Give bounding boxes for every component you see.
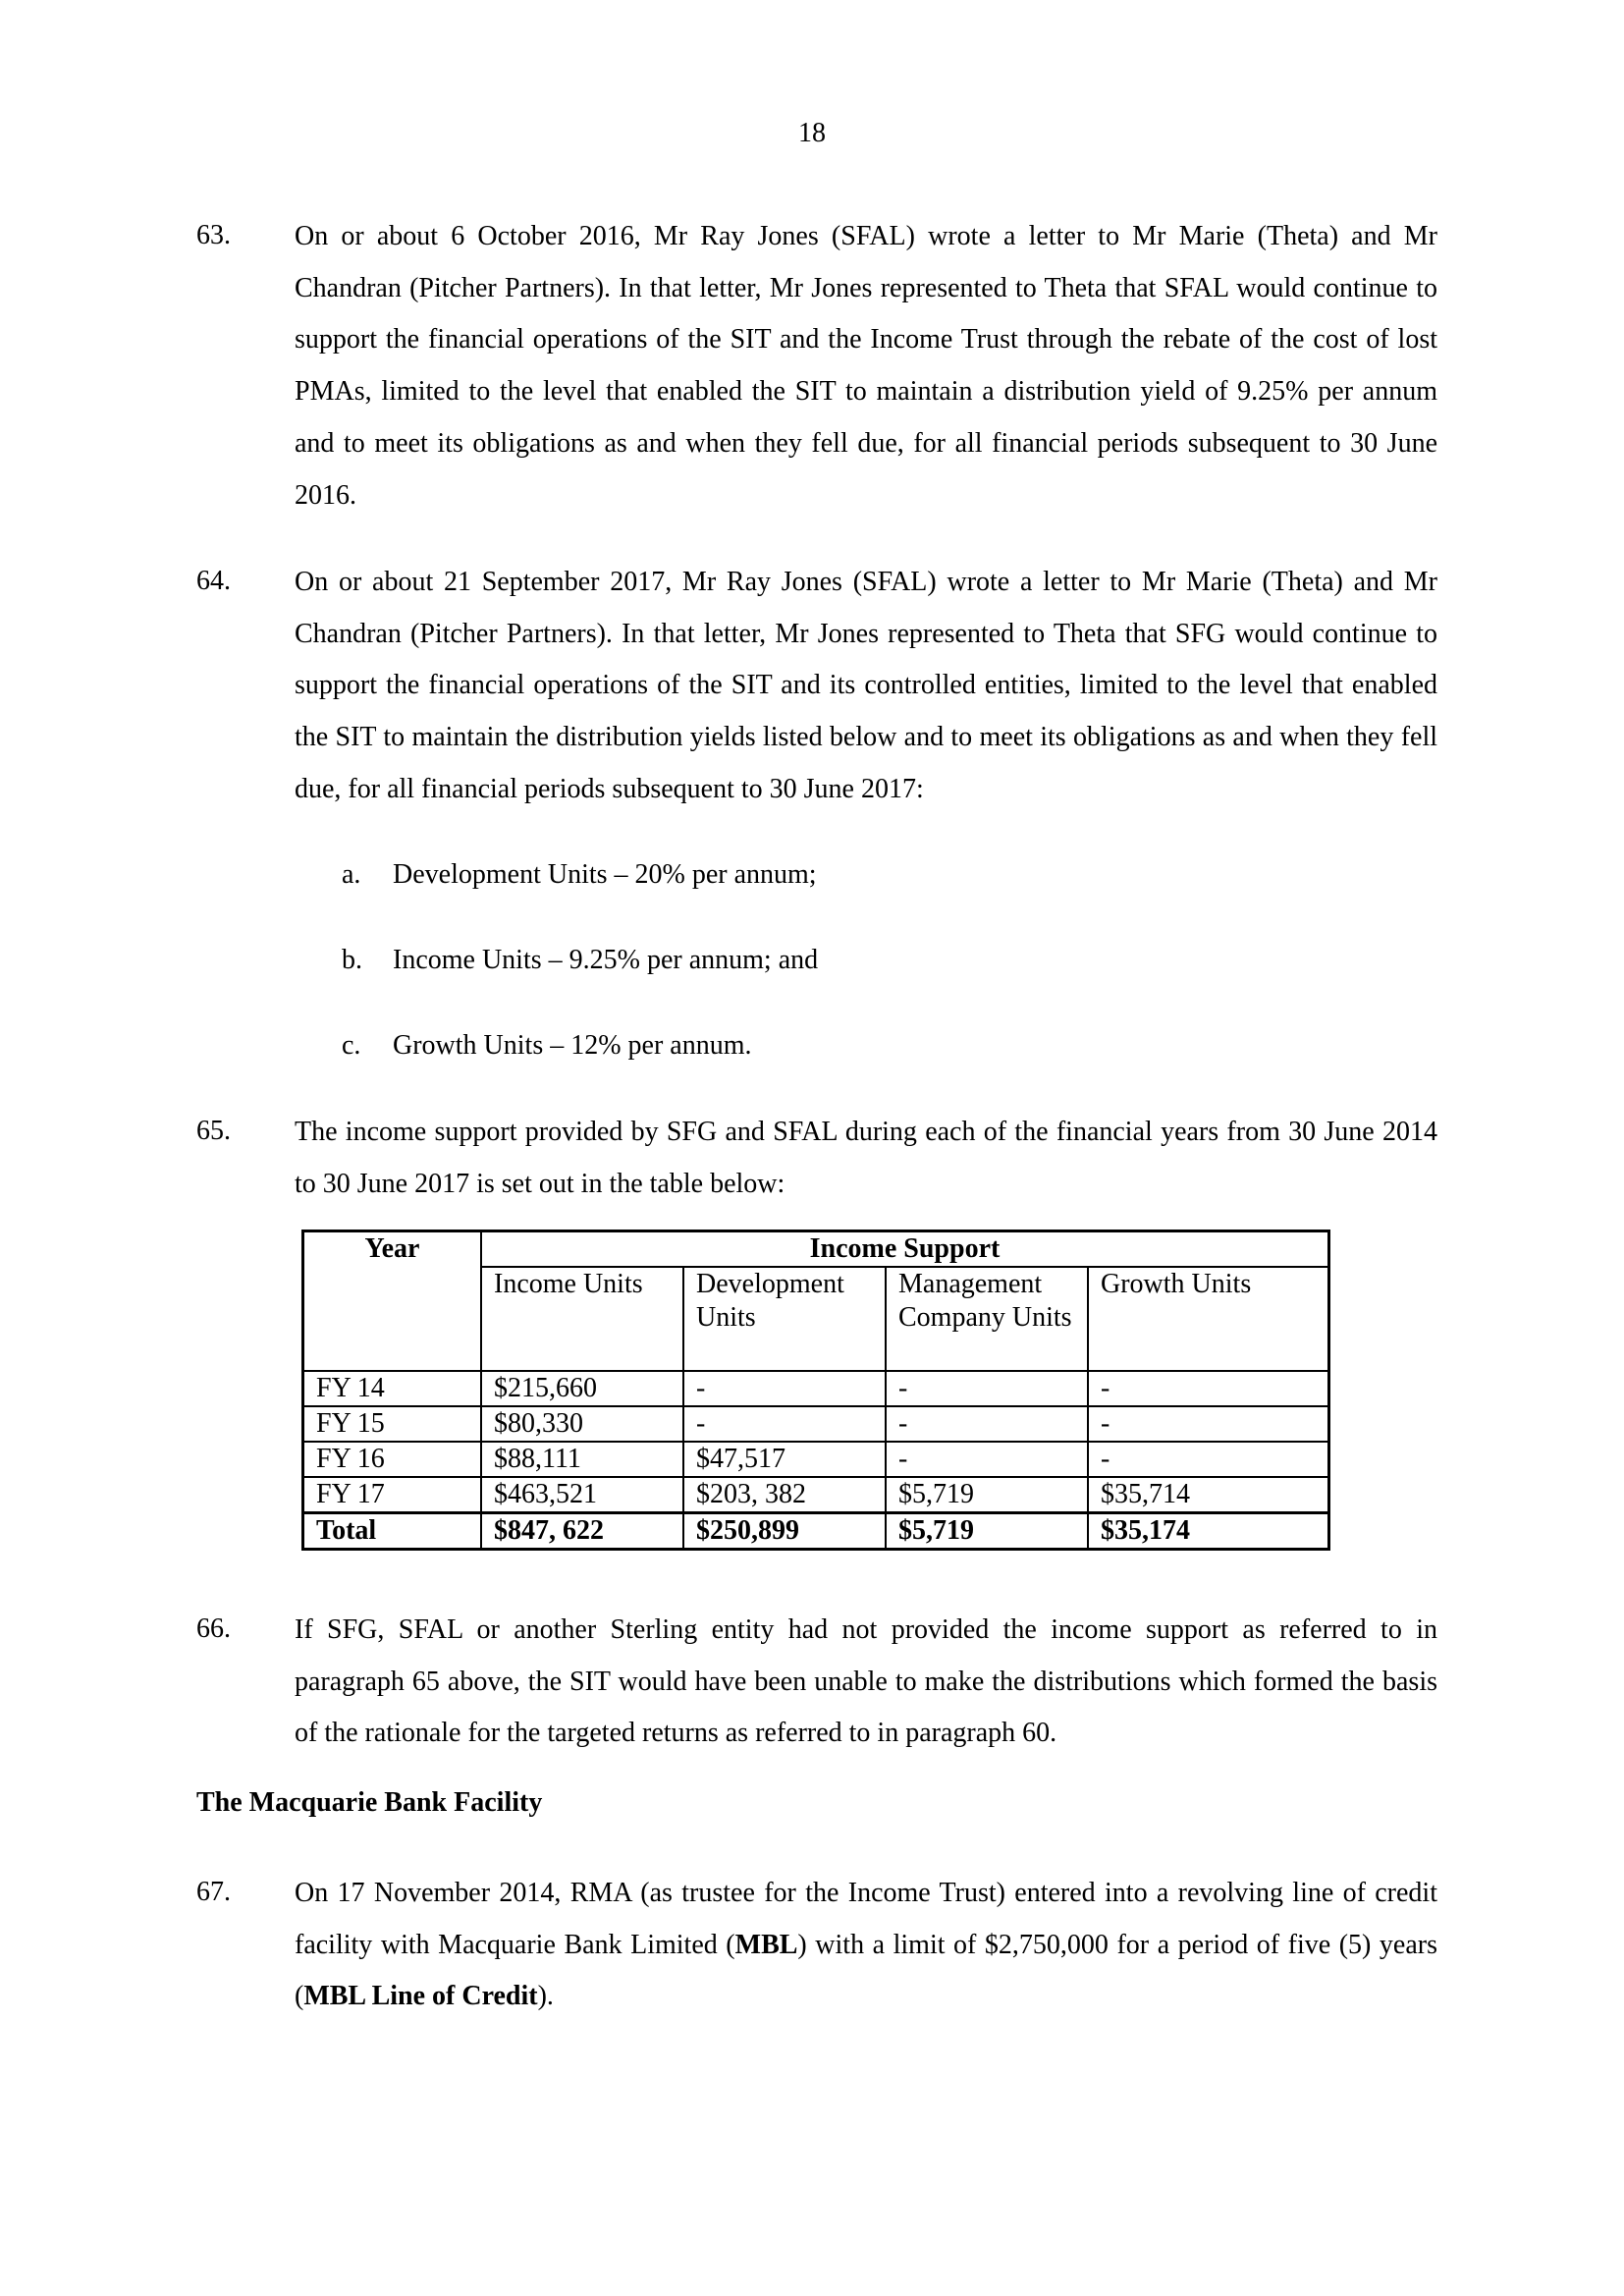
column-header-development-units: Development Units [683, 1267, 886, 1371]
list-item-text: Income Units – 9.25% per annum; and [393, 945, 819, 975]
defined-term-mbl-line-of-credit: MBL Line of Credit [303, 1981, 538, 2012]
paragraph-number: 66. [196, 1613, 231, 1644]
development-units-total-cell: $250,899 [683, 1513, 886, 1550]
list-item [342, 1030, 752, 1062]
year-cell: FY 17 [303, 1477, 482, 1513]
table-total-row [303, 1513, 1329, 1550]
list-item [342, 859, 817, 891]
year-cell: FY 16 [303, 1442, 482, 1477]
paragraph-66 [196, 1605, 1437, 1760]
paragraph-text: If SFG, SFAL or another Sterling entity had not provided the income support as referred to in paragraph 65 above, the SIT would have been unable to make the distributions which formed the basis of the rationale for the targeted returns as referred to in paragraph 60. [295, 1614, 1437, 1749]
list-item-text: Development Units – 20% per annum; [393, 859, 817, 890]
paragraph-number: 63. [196, 220, 231, 250]
paragraph-text [295, 1868, 1437, 2023]
column-header-income-units: Income Units [481, 1267, 683, 1371]
income-support-header: Income Support [481, 1231, 1329, 1268]
table-row [303, 1442, 1329, 1477]
text-segment: On 17 November 2014, RMA (as trustee for the Income Trust) entered into a revolving line of credit facility with Macquarie Bank Limited ( [295, 1878, 1437, 1960]
list-item-text: Growth Units – 12% per annum. [393, 1030, 752, 1061]
paragraph-text: On or about 6 October 2016, Mr Ray Jones (SFAL) wrote a letter to Mr Marie (Theta) and Mr Chandran (Pitcher Partners). In that letter, Mr Jones represented to Theta that SFAL would continue to support the financial operations of the SIT and the Income Trust through the rebate of the cost of lost PMAs, limited to the level that enabled the SIT to maintain a distribution yield of 9.25% per annum and to meet its obligations as and when they fell due, for all financial periods subsequent to 30 June 2016. [295, 221, 1437, 511]
year-cell: FY 14 [303, 1371, 482, 1406]
growth-units-cell: $35,714 [1088, 1477, 1329, 1513]
development-units-cell: - [683, 1406, 886, 1442]
year-cell: FY 15 [303, 1406, 482, 1442]
growth-units-cell: - [1088, 1442, 1329, 1477]
list-item-letter: c. [342, 1030, 361, 1061]
development-units-cell: - [683, 1371, 886, 1406]
defined-term-mbl: MBL [734, 1929, 798, 1960]
paragraph-67 [196, 1868, 1437, 2023]
growth-units-cell: - [1088, 1371, 1329, 1406]
growth-units-cell: - [1088, 1406, 1329, 1442]
income-units-cell: $215,660 [481, 1371, 683, 1406]
table-row [303, 1477, 1329, 1513]
income-units-cell: $80,330 [481, 1406, 683, 1442]
management-company-units-total-cell: $5,719 [886, 1513, 1088, 1550]
growth-units-total-cell: $35,174 [1088, 1513, 1329, 1550]
list-item [342, 945, 818, 976]
development-units-cell: $47,517 [683, 1442, 886, 1477]
management-company-units-cell: - [886, 1406, 1088, 1442]
income-support-table [301, 1230, 1330, 1551]
paragraph-number: 64. [196, 566, 231, 596]
management-company-units-cell: - [886, 1442, 1088, 1477]
income-units-cell: $463,521 [481, 1477, 683, 1513]
year-header: Year [303, 1231, 482, 1372]
table-row [303, 1371, 1329, 1406]
column-header-management-company-units: Management Company Units [886, 1267, 1088, 1371]
management-company-units-cell: - [886, 1371, 1088, 1406]
total-label-cell: Total [303, 1513, 482, 1550]
section-heading: The Macquarie Bank Facility [196, 1787, 543, 1818]
page-number: 18 [798, 118, 826, 148]
table-header-row [303, 1231, 1329, 1268]
management-company-units-cell: $5,719 [886, 1477, 1088, 1513]
table-row [303, 1406, 1329, 1442]
income-units-cell: $88,111 [481, 1442, 683, 1477]
text-segment: ) with a limit of $2,750,000 for a period of five (5) years ( [295, 1929, 1437, 2012]
income-units-total-cell: $847, 622 [481, 1513, 683, 1550]
paragraph-64 [196, 557, 1437, 816]
list-item-letter: b. [342, 945, 362, 975]
list-item-letter: a. [342, 859, 361, 890]
paragraph-text: On or about 21 September 2017, Mr Ray Jones (SFAL) wrote a letter to Mr Marie (Theta) and Mr Chandran (Pitcher Partners). In that letter, Mr Jones represented to Theta that SFG would continue to support the financial operations of the SIT and its controlled entities, limited to the level that enabled the SIT to maintain the distribution yields listed below and to meet its obligations as and when they fell due, for all financial periods subsequent to 30 June 2017: [295, 567, 1437, 804]
paragraph-65 [196, 1107, 1437, 1210]
paragraph-number: 67. [196, 1877, 231, 1907]
text-segment: ). [537, 1981, 554, 2012]
paragraph-number: 65. [196, 1116, 231, 1146]
column-header-growth-units: Growth Units [1088, 1267, 1329, 1371]
paragraph-text: The income support provided by SFG and SFAL during each of the financial years from 30 June 2014 to 30 June 2017 is set out in the table below: [295, 1117, 1437, 1199]
development-units-cell: $203, 382 [683, 1477, 886, 1513]
paragraph-63 [196, 211, 1437, 521]
